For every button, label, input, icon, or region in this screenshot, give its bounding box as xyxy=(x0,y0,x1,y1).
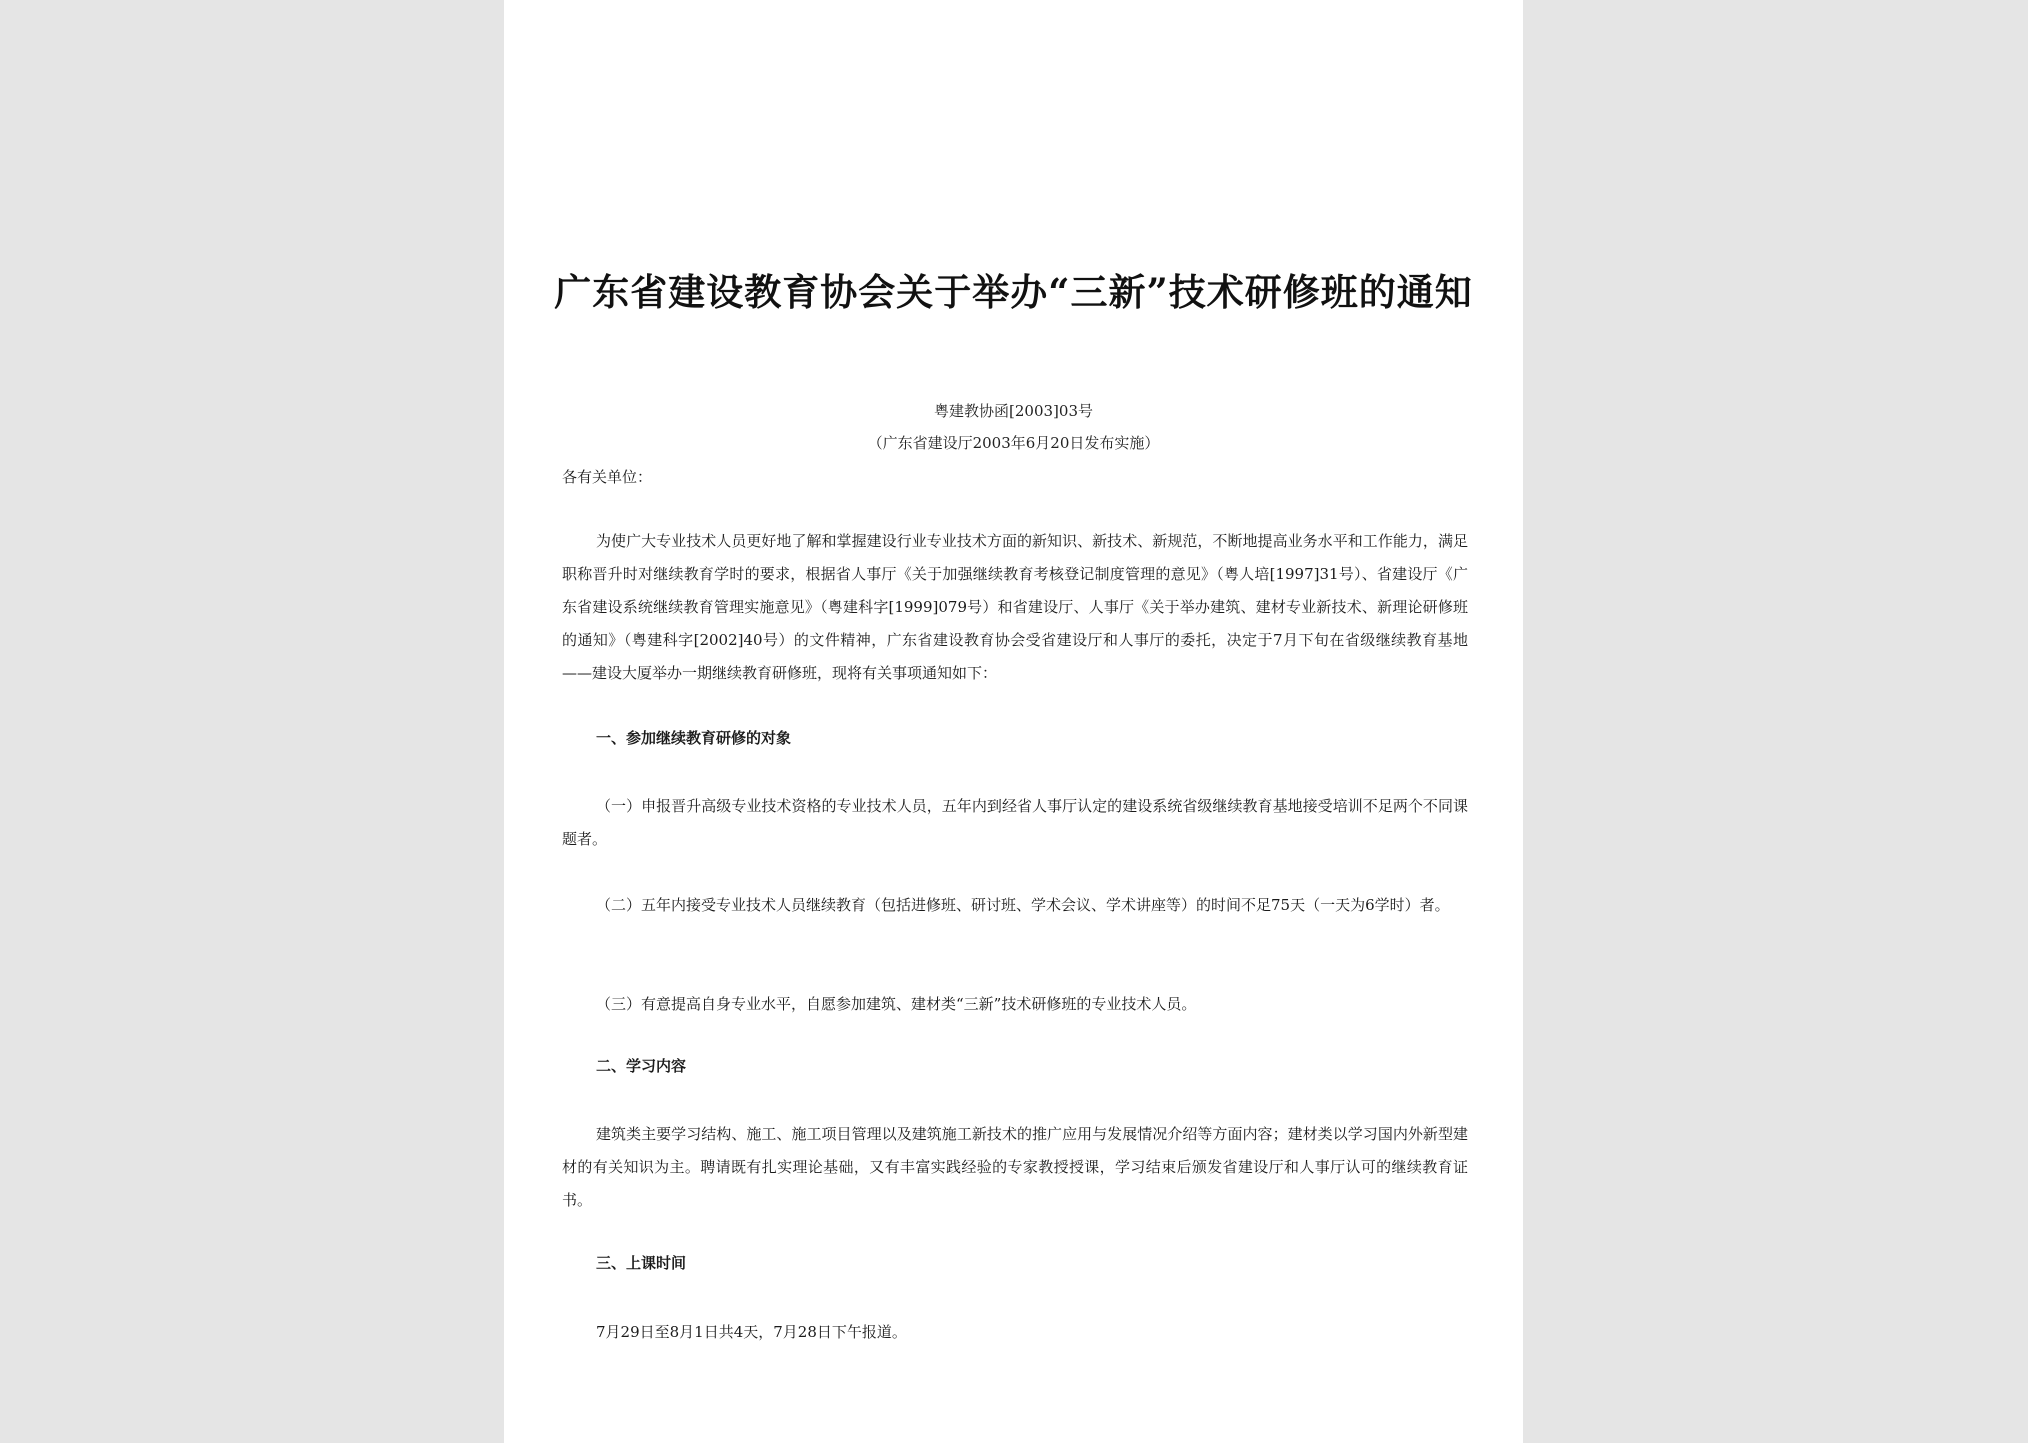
section-heading-1: 一、参加继续教育研修的对象 xyxy=(596,729,792,747)
section-heading-2: 二、学习内容 xyxy=(596,1057,687,1075)
list-item-2: （二）五年内接受专业技术人员继续教育（包括进修班、研讨班、学术会议、学术讲座等）的时间不足75天（一天为6学时）者。 xyxy=(596,896,1450,914)
list-item-3: （三）有意提高自身专业水平，自愿参加建筑、建材类“三新”技术研修班的专业技术人员。 xyxy=(596,995,1197,1013)
document-number: 粤建教协函[2003]03号 xyxy=(934,402,1093,420)
section-heading-3: 三、上课时间 xyxy=(596,1254,687,1272)
schedule-paragraph: 7月29日至8月1日共4天，7月28日下午报道。 xyxy=(596,1323,907,1341)
document-page xyxy=(504,0,1523,1443)
intro-paragraph: 为使广大专业技术人员更好地了解和掌握建设行业专业技术方面的新知识、新技术、新规范，不断地提高业务水平和工作能力，满足职称晋升时对继续教育学时的要求，根据省人事厅《关于加强继续教育考核登记制度管理的意见》（粤人培[1997]31号）、省建设厅《广东省建设系统继续教育管理实施意见》（粤建科字[1999]079号）和省建设厅、人事厅《关于举办建筑、建材专业新技术、新理论研修班的通知》（粤建科字[2002]40号）的文件精神，广东省建设教育协会受省建设厅和人事厅的委托，决定于7月下旬在省级继续教育基地——建设大厦举办一期继续教育研修班，现将有关事项通知如下： xyxy=(562,532,1468,682)
content-paragraph: 建筑类主要学习结构、施工、施工项目管理以及建筑施工新技术的推广应用与发展情况介绍等方面内容；建材类以学习国内外新型建材的有关知识为主。聘请既有扎实理论基础，又有丰富实践经验的专家教授授课，学习结束后颁发省建设厅和人事厅认可的继续教育证书。 xyxy=(562,1125,1468,1209)
salutation: 各有关单位： xyxy=(562,468,653,486)
issued-note: （广东省建设厅2003年6月20日发布实施） xyxy=(867,434,1160,452)
list-item-1: （一）申报晋升高级专业技术资格的专业技术人员，五年内到经省人事厅认定的建设系统省级继续教育基地接受培训不足两个不同课题者。 xyxy=(562,797,1468,848)
document-title: 广东省建设教育协会关于举办“三新”技术研修班的通知 xyxy=(554,270,1473,314)
